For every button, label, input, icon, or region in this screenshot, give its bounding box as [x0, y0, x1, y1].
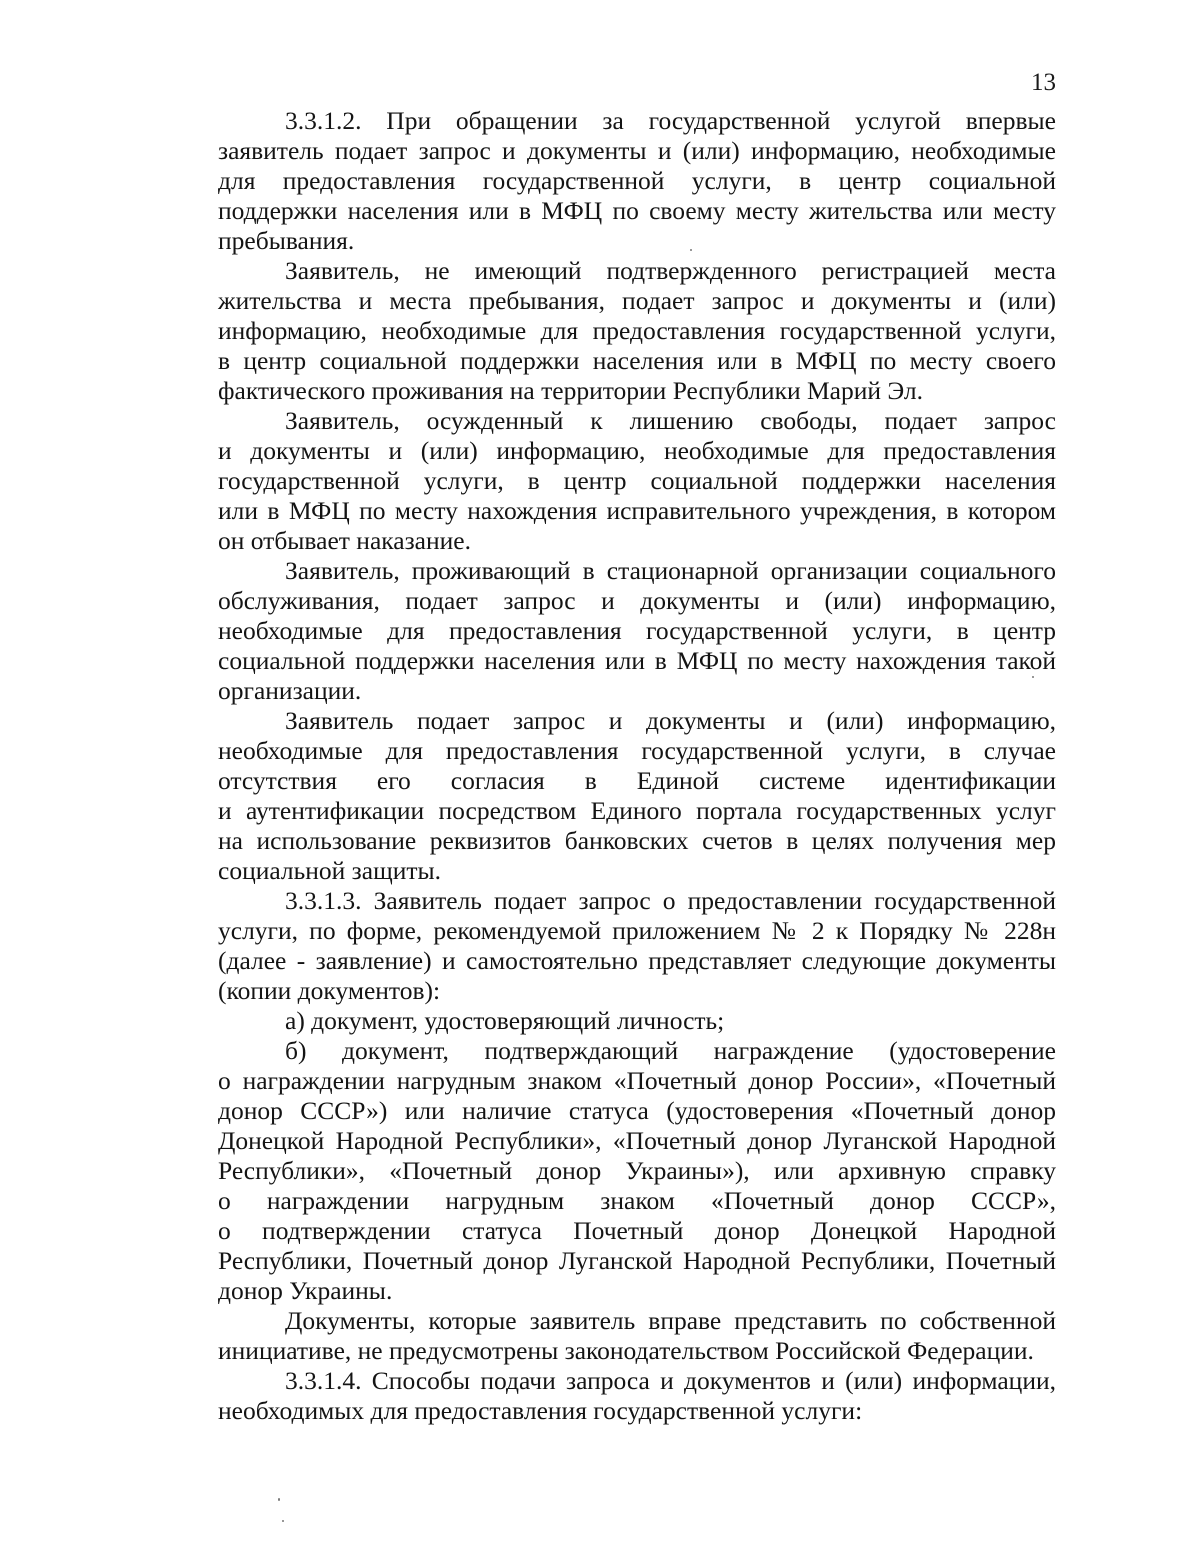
text-line: Донецкой Народной Республики», «Почетный донор Луганской Народной: [218, 1126, 1056, 1155]
paragraph: [218, 886, 1056, 1006]
text-line: и документы и (или) информацию, необходимые для предоставления: [218, 436, 1056, 465]
text-line: фактического проживания на территории Республики Марий Эл.: [218, 376, 923, 405]
text-line: для предоставления государственной услуги, в центр социальной: [218, 166, 1056, 195]
text-line: 3.3.1.3. Заявитель подает запрос о предоставлении государственной: [285, 886, 1056, 915]
text-line: или в МФЦ по месту нахождения исправительного учреждения, в котором: [218, 496, 1056, 525]
text-line: б) документ, подтверждающий награждение (удостоверение: [285, 1036, 1056, 1065]
scan-speck: [1032, 676, 1034, 678]
text-line: социальной защиты.: [218, 856, 442, 885]
text-line: (копии документов):: [218, 976, 441, 1005]
text-line: необходимых для предоставления государственной услуги:: [218, 1396, 863, 1425]
text-line: донор Украины.: [218, 1276, 393, 1305]
text-line: Документы, которые заявитель вправе представить по собственной: [285, 1306, 1056, 1335]
text-line: на использование реквизитов банковских счетов в целях получения мер: [218, 826, 1056, 855]
text-line: Заявитель, не имеющий подтвержденного регистрацией места: [285, 256, 1056, 285]
paragraph: [218, 106, 1056, 256]
text-line: необходимые для предоставления государственной услуги, в случае: [218, 736, 1056, 765]
text-line: обслуживания, подает запрос и документы и (или) информацию,: [218, 586, 1056, 615]
text-line: отсутствия его согласия в Единой системе идентификации: [218, 766, 1056, 795]
text-line: организации.: [218, 676, 362, 705]
text-line: 3.3.1.4. Способы подачи запроса и документов и (или) информации,: [285, 1366, 1056, 1395]
text-line: Заявитель, осужденный к лишению свободы, подает запрос: [285, 406, 1056, 435]
document-body: [218, 106, 1056, 1426]
text-line: государственной услуги, в центр социальной поддержки населения: [218, 466, 1056, 495]
text-line: инициативе, не предусмотрены законодательством Российской Федерации.: [218, 1336, 1034, 1365]
paragraph: [218, 556, 1056, 706]
text-line: 3.3.1.2. При обращении за государственной услугой впервые: [285, 106, 1056, 135]
paragraph: [218, 256, 1056, 406]
text-line: Заявитель, проживающий в стационарной организации социального: [285, 556, 1056, 585]
text-line: пребывания.: [218, 226, 355, 255]
text-line: услуги, по форме, рекомендуемой приложением № 2 к Порядку № 228н: [218, 916, 1056, 945]
paragraph: [218, 1306, 1056, 1366]
text-line: социальной поддержки населения или в МФЦ по месту нахождения такой: [218, 646, 1056, 675]
text-line: (далее - заявление) и самостоятельно представляет следующие документы: [218, 946, 1056, 975]
text-line: жительства и места пребывания, подает запрос и документы и (или): [218, 286, 1056, 315]
scan-speck: [278, 1498, 280, 1501]
scan-speck: [690, 249, 692, 251]
text-line: а) документ, удостоверяющий личность;: [285, 1006, 725, 1035]
page-number: 13: [1031, 69, 1056, 96]
paragraph: [218, 1036, 1056, 1306]
text-line: о награждении нагрудным знаком «Почетный донор СССР»,: [218, 1186, 1056, 1215]
paragraph: [218, 706, 1056, 886]
text-line: Республики, Почетный донор Луганской Народной Республики, Почетный: [218, 1246, 1056, 1275]
text-line: Заявитель подает запрос и документы и (или) информацию,: [285, 706, 1056, 735]
text-line: Республики», «Почетный донор Украины»), или архивную справку: [218, 1156, 1056, 1185]
paragraph: [218, 1366, 1056, 1426]
text-line: о подтверждении статуса Почетный донор Донецкой Народной: [218, 1216, 1056, 1245]
text-line: донор СССР») или наличие статуса (удостоверения «Почетный донор: [218, 1096, 1056, 1125]
text-line: поддержки населения или в МФЦ по своему месту жительства или месту: [218, 196, 1056, 225]
text-line: в центр социальной поддержки населения или в МФЦ по месту своего: [218, 346, 1056, 375]
text-line: он отбывает наказание.: [218, 526, 471, 555]
text-line: и аутентификации посредством Единого портала государственных услуг: [218, 796, 1056, 825]
text-line: о награждении нагрудным знаком «Почетный донор России», «Почетный: [218, 1066, 1056, 1095]
text-line: необходимые для предоставления государственной услуги, в центр: [218, 616, 1056, 645]
text-line: заявитель подает запрос и документы и (или) информацию, необходимые: [218, 136, 1056, 165]
scan-speck: [282, 1520, 284, 1522]
paragraph: [218, 1006, 1056, 1036]
text-line: информацию, необходимые для предоставления государственной услуги,: [218, 316, 1056, 345]
paragraph: [218, 406, 1056, 556]
